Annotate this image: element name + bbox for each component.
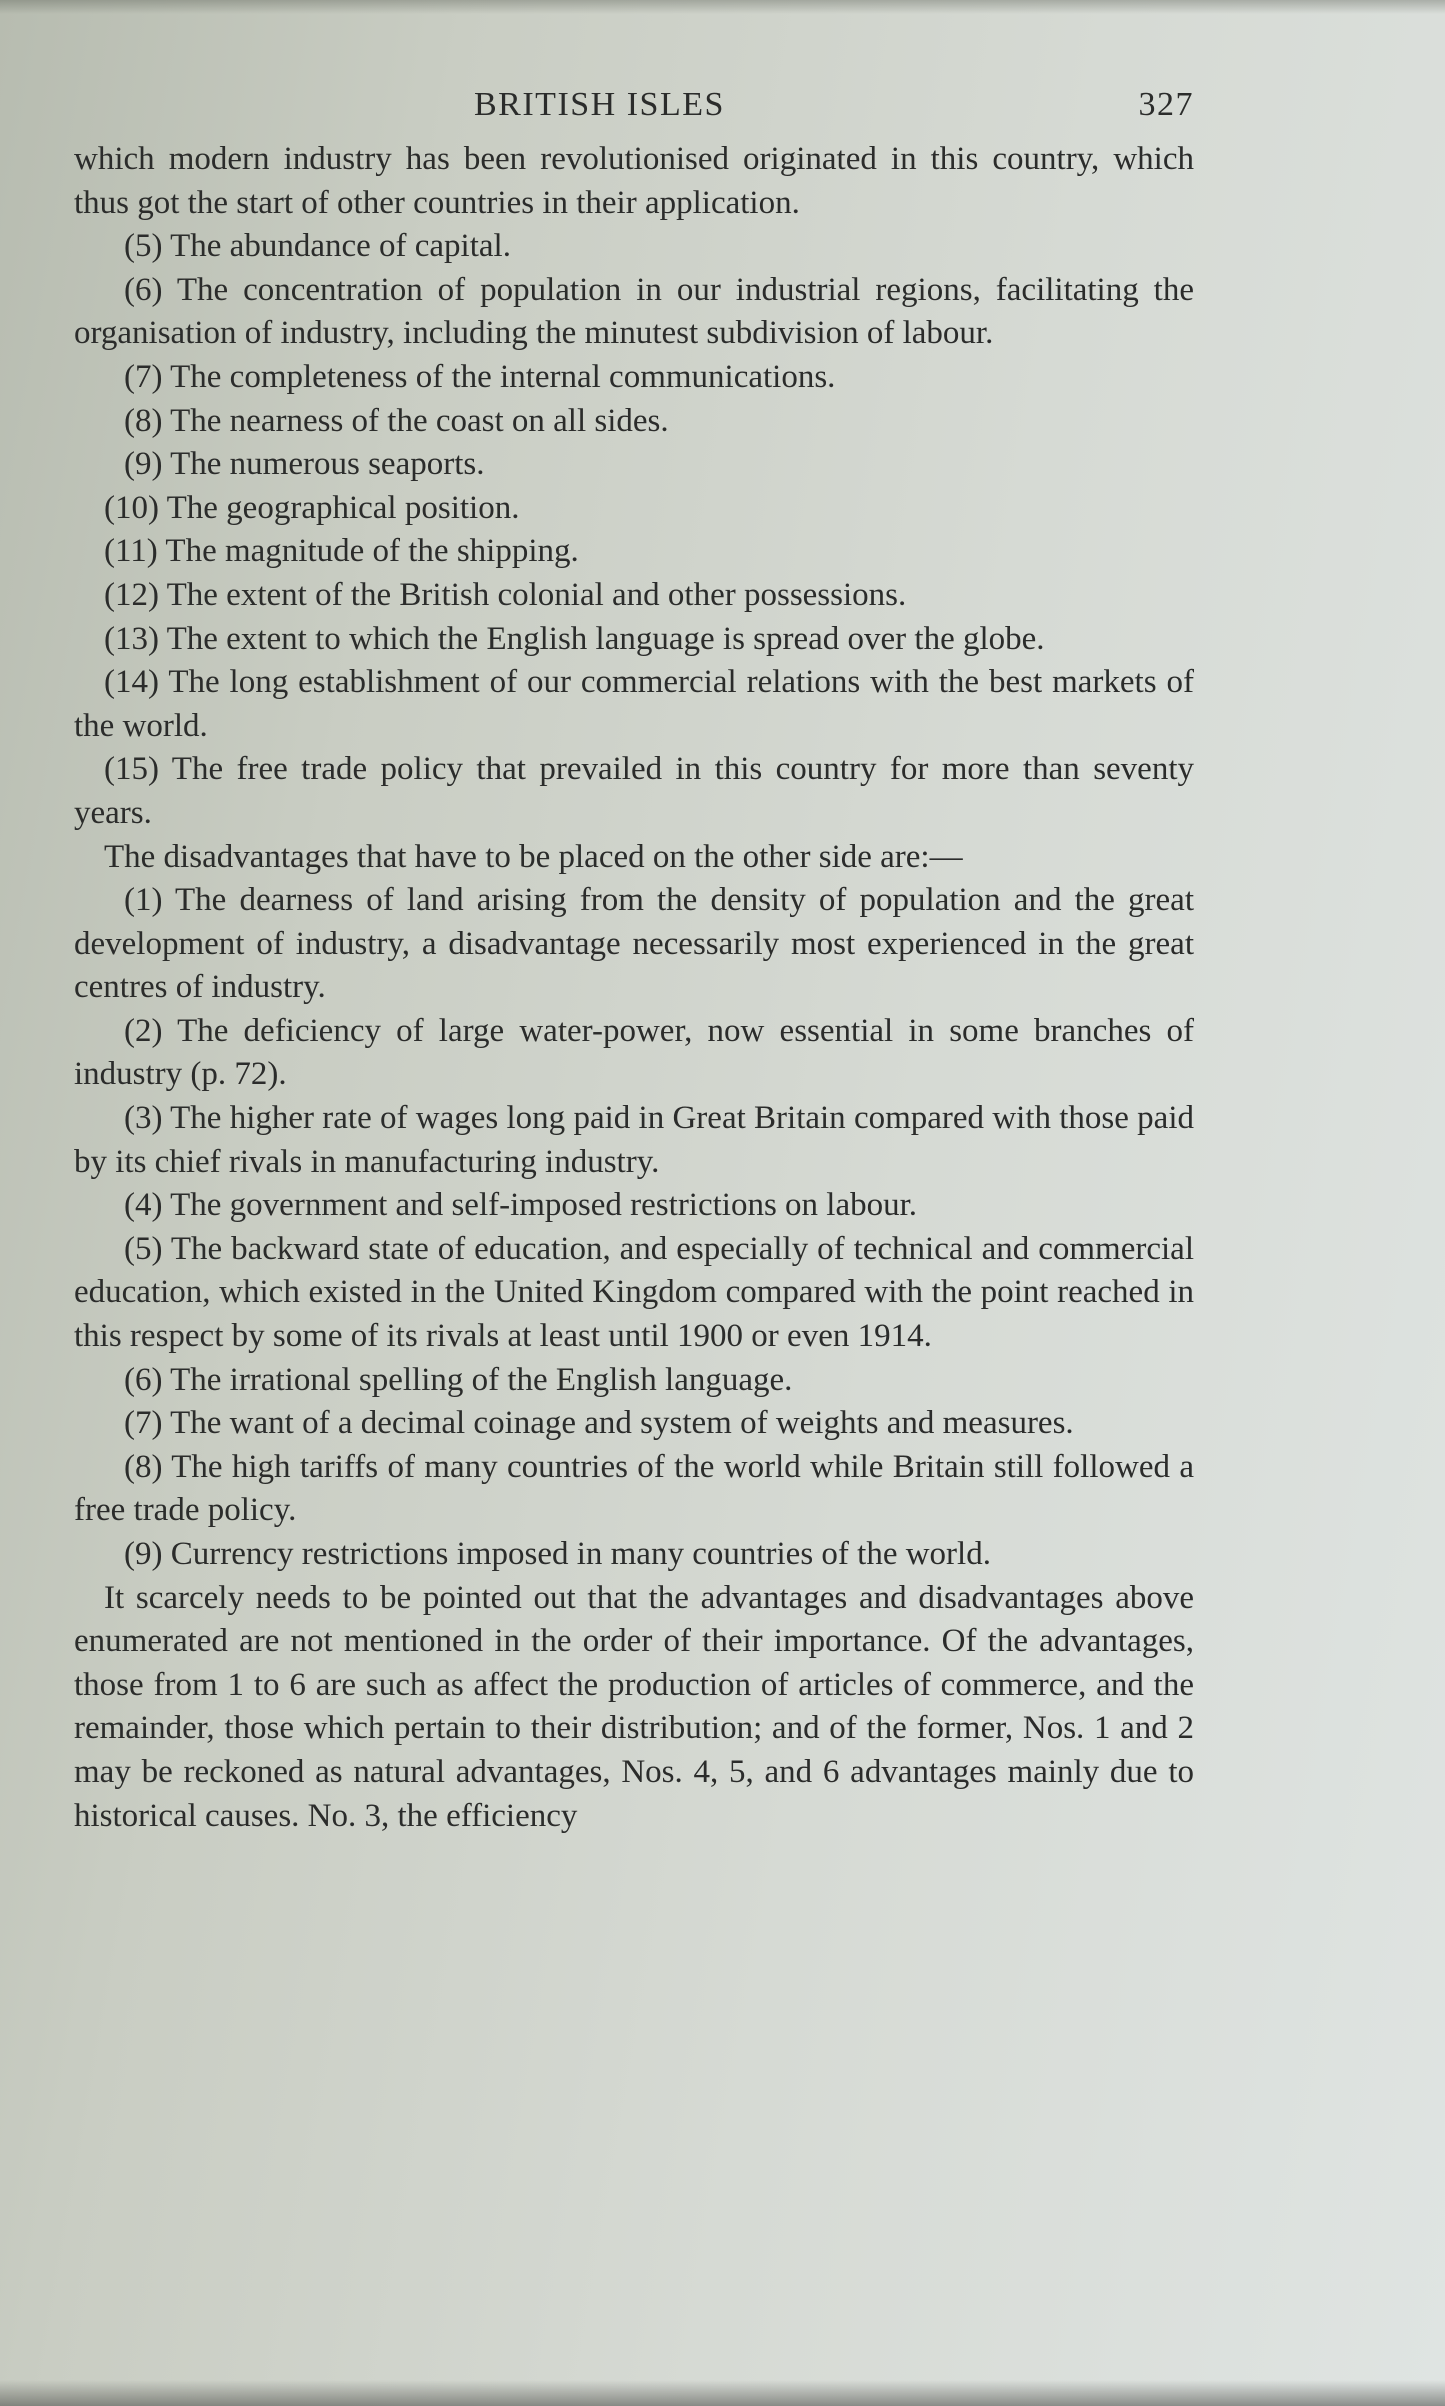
book-page [74, 86, 1194, 1838]
advantage-6: (6) The concentration of population in our industrial regions, facilitating the organisation of industry, including the minutest subdivision of labour. [74, 271, 1194, 352]
disadvantage-2: (2) The deficiency of large water-power, now essential in some branches of industry (p. 72). [74, 1012, 1194, 1093]
advantage-9: (9) The numerous seaports. [124, 446, 485, 483]
advantage-12: (12) The extent of the British colonial and other possessions. [104, 576, 907, 613]
advantage-15: (15) The free trade policy that prevailed in this country for more than seventy years. [74, 751, 1194, 831]
page-edge-shadow-bottom [0, 2380, 1445, 2406]
disadvantages-intro: The disadvantages that have to be placed on the other side are:— [104, 838, 963, 875]
advantage-10: (10) The geographical position. [104, 489, 520, 526]
disadvantage-4: (4) The government and self-imposed restrictions on labour. [124, 1187, 918, 1224]
advantage-7: (7) The completeness of the internal communications. [124, 358, 836, 395]
disadvantage-5: (5) The backward state of education, and especially of technical and commercial education, which existed in the United Kingdom compared with the point reached in this respect by some of its rivals at least until 1900 or even 1914. [74, 1230, 1194, 1355]
disadvantage-1: (1) The dearness of land arising from the density of population and the great development of industry, a disadvantage necessarily most experienced in the great centres of industry. [74, 882, 1194, 1006]
page-edge-shadow-top [0, 0, 1445, 14]
disadvantage-8: (8) The high tariffs of many countries of the world while Britain still followed a free trade policy. [74, 1448, 1194, 1529]
advantage-8: (8) The nearness of the coast on all sides. [124, 402, 669, 439]
paragraph-continuation: which modern industry has been revolutionised originated in this country, which thus got the start of other countries in their application. [74, 141, 1194, 221]
advantage-13: (13) The extent to which the English language is spread over the globe. [104, 620, 1045, 657]
running-title: BRITISH ISLES [474, 86, 725, 123]
concluding-paragraph: It scarcely needs to be pointed out that the advantages and disadvantages above enumerated are not mentioned in the order of their importance. Of the advantages, those from 1 to 6 are such as affect the production of articles of commerce, and the remainder, those which pertain to their distribution; and of the former, Nos. 1 and 2 may be reckoned as natural advantages, Nos. 4, 5, and 6 advantages mainly due to historical causes. No. 3, the efficiency [74, 1579, 1194, 1834]
advantage-14: (14) The long establishment of our commercial relations with the best markets of the world. [74, 664, 1194, 744]
advantage-11: (11) The magnitude of the shipping. [104, 533, 579, 570]
disadvantage-7: (7) The want of a decimal coinage and system of weights and measures. [124, 1405, 1074, 1442]
disadvantage-6: (6) The irrational spelling of the English language. [124, 1361, 793, 1398]
disadvantage-3: (3) The higher rate of wages long paid in Great Britain compared with those paid by its chief rivals in manufacturing industry. [74, 1100, 1194, 1180]
disadvantage-9: (9) Currency restrictions imposed in many countries of the world. [124, 1536, 991, 1572]
body-text [74, 138, 1194, 1838]
running-header [74, 86, 1194, 138]
page-number: 327 [1138, 86, 1194, 123]
advantage-5: (5) The abundance of capital. [124, 228, 511, 265]
